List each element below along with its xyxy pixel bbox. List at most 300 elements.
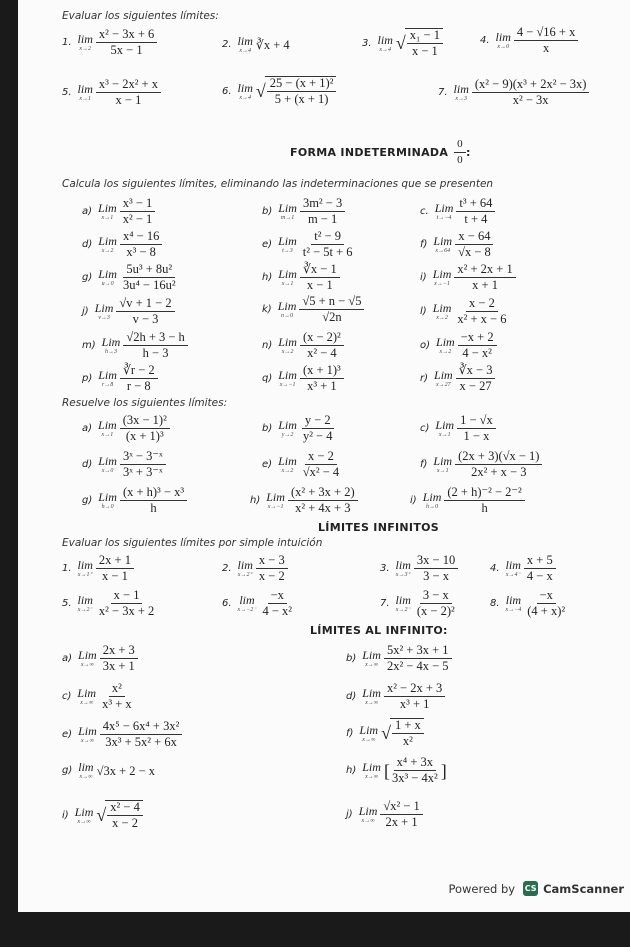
exercise-label: 4. (490, 563, 500, 574)
limit-subscript: x→0 (497, 44, 510, 50)
limit-exercise (82, 297, 175, 326)
numerator: x³ − 1 (120, 197, 156, 212)
limit-subscript: x→∞ (80, 662, 94, 668)
square-root-sign: √ (96, 805, 107, 825)
fraction (444, 486, 524, 515)
denominator: x − 1 (102, 569, 128, 583)
fraction (105, 800, 143, 830)
numerator: (x + 1)³ (300, 364, 344, 379)
lim-word: lim (453, 82, 469, 96)
limit-operator (98, 490, 117, 511)
limit-subscript: x→1 (438, 432, 451, 438)
numerator: (3x − 1)² (120, 414, 170, 429)
numerator: x² (109, 682, 125, 697)
limit-operator (278, 299, 297, 320)
numerator: √x² − 1 (380, 800, 422, 815)
limit-subscript: x→1 (101, 432, 114, 438)
fraction (120, 230, 162, 259)
fraction (96, 554, 134, 583)
lim-word: Lim (436, 335, 455, 349)
limit-operator (506, 593, 522, 614)
limit-operator (396, 593, 411, 614)
limites-infinitos-heading: LÍMITES INFINITOS (318, 521, 439, 534)
lim-word: Lim (77, 686, 97, 700)
fraction (96, 589, 157, 618)
limit-exercise (420, 414, 496, 443)
limit-exercise (346, 756, 446, 785)
denominator: x² + 4x + 3 (295, 501, 351, 515)
exercise-label: 1. (62, 37, 72, 48)
lim-word: Lim (422, 490, 442, 504)
denominator: 2x² + x − 3 (471, 465, 527, 479)
fraction (123, 331, 187, 360)
zero-over-zero (454, 138, 466, 167)
limit-exercise (420, 230, 494, 259)
lim-word: lim (237, 80, 253, 95)
numerator: x⁴ − 16 (120, 230, 162, 245)
square-root-sign: √ (395, 33, 406, 53)
limit-exercise (346, 682, 445, 711)
denominator: x − 1 (115, 93, 142, 107)
numerator: −x (268, 589, 287, 604)
lim-word: Lim (435, 418, 455, 432)
limit-subscript: x→2 (79, 46, 92, 52)
fraction (99, 682, 135, 711)
exercise-label: 6. (222, 85, 232, 97)
lim-word: Lim (98, 201, 117, 215)
limit-subscript: y→2 (281, 432, 294, 438)
exercise-label: f) (420, 239, 428, 250)
lim-word: Lim (266, 490, 285, 504)
limit-exercise (82, 331, 188, 360)
limit-exercise (420, 263, 516, 292)
denominator: √x² − 4 (302, 465, 340, 479)
denominator: x² − 1 (122, 212, 153, 226)
denominator: x³ + x (102, 697, 132, 711)
denominator: x − 1 (411, 44, 438, 58)
exercise-label: b) (262, 423, 273, 434)
lim-word: Lim (432, 301, 452, 315)
limit-operator (78, 558, 93, 579)
fraction (300, 230, 356, 259)
lim-word: Lim (278, 368, 297, 382)
numerator: x² + 2x + 1 (454, 263, 515, 278)
denominator: 4 − x (526, 569, 553, 583)
limit-subscript: x→1 (281, 281, 294, 287)
limit-exercise (62, 682, 135, 711)
heading-denominator: 0 (457, 154, 463, 166)
lim-word: lim (78, 760, 94, 774)
limit-operator (98, 368, 117, 389)
numerator: ∛x − 3 (456, 364, 496, 379)
limit-subscript: m→1 (280, 215, 295, 221)
lim-word: Lim (78, 724, 97, 738)
limit-operator (278, 335, 297, 356)
limit-operator (78, 32, 93, 53)
exercise-label: 5. (62, 598, 72, 609)
exercise-label: 2. (222, 39, 232, 50)
denominator: h − 3 (142, 346, 169, 360)
fraction (300, 364, 344, 393)
limit-subscript: x→4⁻ (505, 572, 521, 578)
fraction (457, 414, 496, 443)
denominator: x² − 4 (307, 346, 337, 360)
heading-numerator: 0 (454, 138, 466, 153)
exercise-label: n) (262, 340, 273, 351)
lim-word: Lim (94, 301, 114, 315)
denominator: m − 1 (307, 212, 338, 226)
numerator: (2x + 3)(√x − 1) (455, 450, 542, 465)
limit-exercise (380, 554, 458, 583)
exercise-label: i) (410, 495, 417, 506)
numerator: ∛r − 2 (120, 364, 158, 379)
limit-exercise (362, 28, 443, 58)
numerator: 3 − x (420, 589, 452, 604)
denominator: x − 2 (258, 569, 285, 583)
numerator: x − 64 (455, 230, 493, 245)
limit-operator (95, 301, 114, 322)
fraction (100, 720, 183, 749)
heading-colon: : (465, 146, 471, 159)
exercise-label: a) (82, 423, 93, 434)
fraction (458, 331, 497, 360)
limit-subscript: t→3 (282, 248, 293, 254)
fraction (389, 756, 441, 785)
limit-operator (278, 267, 297, 288)
limit-exercise (262, 230, 356, 259)
numerator: (x² + 3x + 2) (288, 486, 358, 501)
limit-operator (378, 33, 393, 54)
numerator: 4 − √16 + x (514, 26, 578, 41)
denominator: 2x² − 4x − 5 (386, 659, 449, 673)
lim-word: Lim (433, 454, 453, 468)
limit-subscript: x→−1 (279, 382, 296, 388)
numerator: x − 2 (466, 297, 498, 312)
lim-word: Lim (98, 368, 117, 382)
fraction (120, 450, 166, 479)
exercise-label: g) (62, 765, 73, 776)
limit-operator (78, 724, 97, 745)
exercise-label: 2. (222, 563, 232, 574)
limit-exercise (62, 760, 155, 781)
lim-word: Lim (432, 267, 452, 281)
denominator: 3 − x (423, 569, 449, 583)
limit-exercise (262, 331, 344, 360)
denominator: x² − 3x + 2 (98, 604, 155, 618)
limit-subscript: x→1 (101, 215, 114, 221)
lim-word: Lim (78, 648, 97, 662)
lim-word: lim (395, 558, 411, 572)
limit-subscript: n→0 (281, 313, 294, 319)
limit-operator (433, 301, 452, 322)
fraction (300, 197, 345, 226)
limit-expression: ∛x + 4 (255, 37, 290, 52)
limit-operator (434, 368, 453, 389)
limit-subscript: x→2 (281, 468, 294, 474)
limit-operator (435, 418, 454, 439)
limit-subscript: x→∞ (362, 736, 376, 743)
exercise-label: 4. (480, 35, 490, 46)
limit-exercise (222, 554, 288, 583)
lim-word: Lim (74, 804, 94, 819)
limit-operator (98, 454, 117, 475)
limit-operator (78, 593, 93, 614)
numerator: 25 − (x + 1)² (267, 77, 337, 92)
denominator: 5x − 1 (110, 43, 143, 57)
denominator: (x − 2)² (416, 604, 455, 618)
limit-subscript: x→4 (239, 48, 252, 54)
lim-word: Lim (98, 454, 117, 468)
limit-exercise (262, 414, 336, 443)
limit-subscript: h→0 (101, 504, 114, 510)
numerator: x³ − 2x² + x (96, 78, 161, 93)
powered-by-text: Powered by (448, 881, 516, 896)
exercise-label: o) (420, 340, 431, 351)
fraction (300, 450, 342, 479)
numerator: −x (537, 589, 556, 604)
numerator: t² − 9 (311, 230, 344, 245)
limit-subscript: x→2⁻ (77, 607, 93, 613)
limit-exercise (490, 589, 568, 618)
denominator: x³ + 1 (399, 697, 430, 711)
fraction (384, 682, 445, 711)
limit-operator (102, 335, 121, 356)
section1-instruction: Evaluar los siguientes límites: (62, 10, 219, 22)
denominator: (4 + x)² (527, 604, 566, 618)
numerator: ∛x − 1 (300, 263, 340, 278)
limit-subscript: x→1 (436, 468, 449, 474)
numerator: x² − 3x + 6 (96, 28, 157, 43)
lim-word: lim (77, 32, 93, 46)
exercise-label: a) (62, 653, 73, 664)
exercise-label: h) (346, 765, 357, 776)
limit-exercise (438, 78, 589, 107)
fraction (256, 554, 288, 583)
fraction (300, 331, 344, 360)
limit-subscript: x→4 (239, 94, 252, 101)
limit-subscript: r→8 (101, 382, 114, 388)
denominator: √2n (322, 310, 342, 324)
fraction (120, 486, 187, 515)
fraction (455, 450, 542, 479)
limit-operator (238, 593, 257, 614)
denominator: 2x + 1 (385, 815, 418, 829)
limit-exercise (62, 800, 143, 830)
fraction (405, 28, 443, 58)
limit-operator (278, 368, 297, 389)
numerator: 5x² + 3x + 1 (384, 644, 452, 659)
lim-word: lim (77, 593, 93, 607)
exercise-label: c) (62, 691, 72, 702)
exercise-label: 3. (380, 563, 390, 574)
limit-operator (359, 723, 378, 744)
limit-subscript: x→2⁻ (395, 607, 411, 613)
numerator: x⁴ + 3x (394, 756, 436, 771)
exercise-label: 6. (222, 598, 232, 609)
exercise-label: b) (262, 206, 273, 217)
numerator: 3x − 10 (414, 554, 458, 569)
limit-exercise (62, 720, 182, 749)
limit-subscript: x→2 (281, 349, 294, 355)
limit-exercise (380, 589, 458, 618)
limit-operator (98, 418, 117, 439)
limit-exercise (346, 800, 423, 829)
exercise-label: e) (262, 459, 273, 470)
limit-subscript: t→−4 (436, 215, 452, 221)
limit-subscript: x→∞ (79, 774, 93, 780)
limit-exercise (420, 297, 509, 326)
limit-exercise (420, 364, 495, 393)
limit-exercise (82, 450, 166, 479)
limit-operator (362, 760, 381, 781)
numerator: (x² − 9)(x³ + 2x² − 3x) (472, 78, 590, 93)
limit-operator (433, 454, 452, 475)
limit-subscript: x→64 (435, 248, 451, 254)
limit-subscript: x→4 (379, 46, 392, 53)
limit-subscript: x→2 (439, 349, 452, 355)
numerator: x − 2 (305, 450, 337, 465)
numerator: −x + 2 (458, 331, 497, 346)
limit-subscript: h→3 (105, 349, 117, 355)
denominator: 5 + (x + 1) (274, 92, 329, 106)
denominator: √x − 8 (458, 245, 491, 259)
exercise-label: a) (82, 206, 93, 217)
lim-word: lim (237, 34, 253, 48)
lim-word: Lim (278, 335, 297, 349)
limit-exercise (346, 644, 452, 673)
limit-exercise (420, 331, 497, 360)
lim-word: lim (505, 558, 521, 572)
lim-word: lim (377, 32, 393, 47)
limit-operator (435, 201, 454, 222)
exercise-label: 1. (62, 563, 72, 574)
exercise-label: b) (346, 653, 357, 664)
exercise-label: c) (420, 423, 430, 434)
fraction (514, 26, 578, 55)
lim-word: Lim (278, 454, 297, 468)
limit-operator (496, 30, 511, 51)
limit-operator (433, 234, 452, 255)
lim-word: Lim (98, 267, 117, 281)
numerator: 1 + x (392, 719, 424, 734)
limit-subscript: x→∞ (365, 700, 379, 706)
exercise-label: j) (82, 306, 89, 317)
limit-exercise (82, 414, 170, 443)
exercise-label: f) (346, 727, 354, 739)
numerator: 5u³ + 8u² (123, 263, 175, 278)
fraction (120, 197, 156, 226)
lim-word: lim (395, 593, 411, 607)
denominator: x² + x − 6 (457, 312, 507, 326)
heading-text: FORMA INDETERMINADA (290, 146, 449, 159)
limites-al-infinito-heading: LÍMITES AL INFINITO: (310, 624, 448, 637)
right-bracket: ] (440, 760, 447, 781)
fraction (454, 297, 509, 326)
limit-exercise (346, 718, 424, 748)
square-root-sign: √ (255, 81, 266, 101)
denominator: 4 − x² (262, 604, 292, 618)
camscanner-brand: CamScanner (543, 881, 624, 896)
exercise-label: m) (82, 340, 96, 351)
limit-subscript: x→2⁺ (237, 572, 253, 578)
limit-subscript: x→−4 (505, 607, 522, 613)
fraction (384, 644, 452, 673)
denominator: h (481, 501, 488, 515)
exercise-label: e) (62, 729, 73, 740)
exercise-label: l) (420, 306, 427, 317)
lim-word: Lim (362, 648, 381, 662)
exercise-label: h) (262, 272, 273, 283)
limit-exercise (410, 486, 525, 515)
limit-subscript: u→0 (101, 281, 114, 287)
limit-subscript: x→27 (436, 382, 451, 388)
exercise-label: k) (262, 304, 272, 315)
numerator: √5 + n − √5 (299, 295, 364, 310)
limit-subscript: x→1⁺ (77, 572, 93, 578)
limit-subscript: x→3⁺ (395, 572, 411, 578)
exercise-label: p) (82, 373, 93, 384)
limit-operator (98, 267, 117, 288)
limit-exercise (62, 28, 157, 57)
fraction (96, 78, 161, 107)
numerator: 3ˣ − 3⁻ˣ (120, 450, 166, 465)
limit-operator (278, 201, 297, 222)
limit-subscript: x→1 (79, 96, 92, 102)
denominator: y² − 4 (302, 429, 333, 443)
exercise-label: r) (420, 373, 429, 384)
limit-operator (78, 760, 93, 781)
denominator: 3x + 1 (102, 659, 135, 673)
limit-exercise (62, 554, 134, 583)
exercise-label: d) (82, 459, 93, 470)
denominator: x (543, 41, 550, 55)
limit-operator (278, 454, 297, 475)
denominator: 3x³ + 5x² + 6x (105, 735, 177, 749)
limit-operator (506, 558, 521, 579)
limit-operator (78, 82, 93, 103)
limit-operator (423, 490, 442, 511)
section3-instruction: Resuelve los siguientes límites: (62, 397, 228, 409)
exercise-label: q) (262, 373, 273, 384)
lim-word: Lim (277, 299, 297, 313)
section2-instruction: Calcula los siguientes límites, eliminando las indeterminaciones que se presenten (62, 178, 494, 190)
limit-operator (396, 558, 411, 579)
limit-exercise (480, 26, 578, 55)
lim-word: Lim (278, 201, 297, 215)
denominator: x² (402, 734, 413, 748)
denominator: (x + 1)³ (125, 429, 164, 443)
limit-subscript: x→−1 (267, 504, 284, 510)
lim-word: lim (505, 593, 522, 607)
limit-operator (77, 686, 96, 707)
limit-exercise (262, 364, 344, 393)
forma-indeterminada-heading (290, 138, 471, 167)
limit-exercise (222, 34, 290, 55)
numerator: (x − 2)² (300, 331, 344, 346)
limit-operator (362, 648, 381, 669)
lim-word: Lim (434, 368, 453, 382)
denominator: x² − 3x (512, 93, 549, 107)
fraction (380, 800, 422, 829)
numerator: (2 + h)⁻² − 2⁻² (444, 486, 524, 501)
lim-word: Lim (362, 686, 381, 700)
limit-operator (454, 82, 469, 103)
limit-operator (266, 490, 285, 511)
limit-exercise (262, 295, 364, 324)
denominator: x − 27 (459, 379, 492, 393)
limit-operator (78, 648, 97, 669)
limit-subscript: x→−2⁻ (237, 607, 257, 613)
